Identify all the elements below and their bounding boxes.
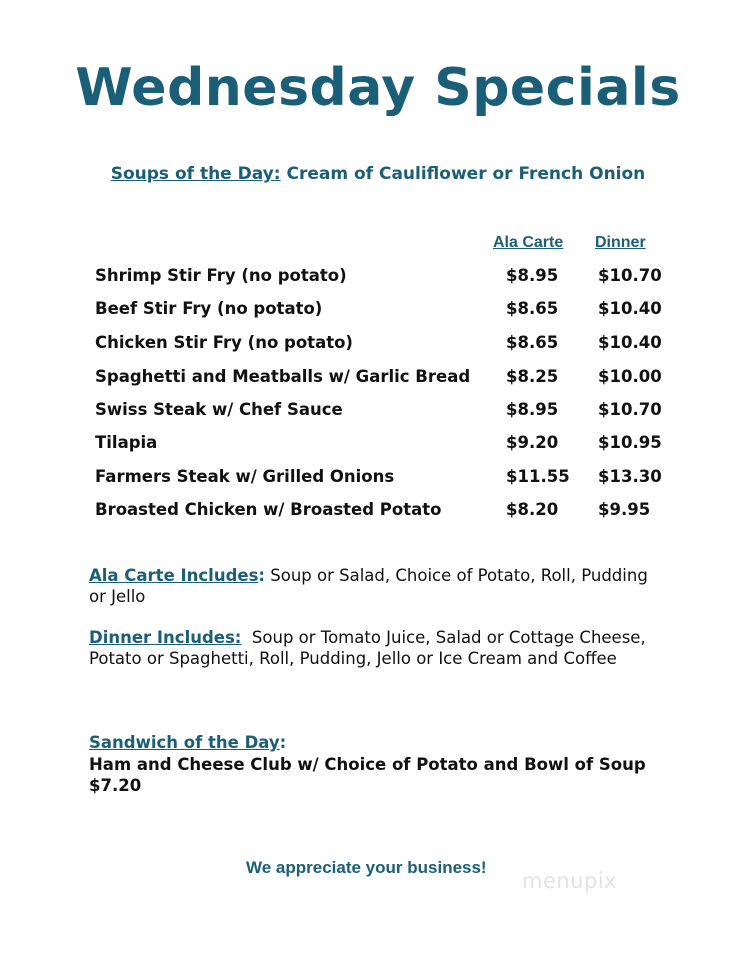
ala-carte-includes-label: Ala Carte Includes [89,566,259,585]
menu-item-name: Shrimp Stir Fry (no potato) [95,266,347,285]
dinner-price: $10.95 [598,433,662,452]
ala-carte-column-header: Ala Carte [493,234,564,251]
menu-item-name: Beef Stir Fry (no potato) [95,299,323,318]
menu-item [0,333,756,357]
menu-item [0,400,756,424]
ala-carte-price: $8.95 [506,266,559,285]
menu-item-name: Spaghetti and Meatballs w/ Garlic Bread [95,367,471,386]
ala-carte-price: $8.65 [506,333,559,352]
sandwich-of-the-day [89,754,646,796]
ala-carte-price: $8.25 [506,367,559,386]
soups-of-the-day [0,164,756,184]
sandwich-label-text: Sandwich of the Day [89,733,280,752]
dinner-includes-text: Soup or Tomato Juice, Salad or Cottage Cheese, Potato or Spaghetti, Roll, Pudding, Jello or Ice Cream and Coffee [89,628,646,668]
dinner-price: $9.95 [598,500,651,519]
dinner-price: $13.30 [598,467,662,486]
menu-item [0,299,756,323]
soups-text: Cream of Cauliflower or French Onion [286,164,646,184]
soups-label: Soups of the Day: [110,164,281,184]
ala-carte-price: $9.20 [506,433,559,452]
footer-message: We appreciate your business! [246,858,487,877]
dinner-includes-label: Dinner Includes: [89,628,242,647]
menu-item [0,500,756,524]
menu-item-name: Broasted Chicken w/ Broasted Potato [95,500,442,519]
dinner-price: $10.70 [598,266,662,285]
dinner-price: $10.40 [598,299,662,318]
ala-carte-price: $11.55 [506,467,570,486]
menupix-watermark: menupix [522,869,618,893]
sandwich-price: $7.20 [89,776,142,795]
dinner-price: $10.70 [598,400,662,419]
menu-item [0,266,756,290]
ala-carte-includes-text: Soup or Salad, Choice of Potato, Roll, Pudding or Jello [89,566,648,606]
menu-item-name: Chicken Stir Fry (no potato) [95,333,353,352]
ala-carte-price: $8.20 [506,500,559,519]
sandwich-of-the-day-label: Sandwich of the Day: [89,733,287,752]
menu-item-name: Swiss Steak w/ Chef Sauce [95,400,343,419]
ala-carte-price: $8.95 [506,400,559,419]
sandwich-item-name: Ham and Cheese Club w/ Choice of Potato and Bowl of Soup [89,755,646,774]
dinner-price: $10.00 [598,367,662,386]
menu-item [0,467,756,491]
menu-item-name: Farmers Steak w/ Grilled Onions [95,467,395,486]
ala-carte-includes: Ala Carte Includes: Soup or Salad, Choice of Potato, Roll, Pudding or Jello [89,566,648,606]
menu-item [0,433,756,457]
menu-item [0,367,756,391]
menu-item-name: Tilapia [95,433,158,452]
ala-carte-price: $8.65 [506,299,559,318]
page-title: Wednesday Specials [75,58,681,118]
dinner-includes [89,627,664,669]
dinner-column-header: Dinner [595,234,646,251]
dinner-price: $10.40 [598,333,662,352]
